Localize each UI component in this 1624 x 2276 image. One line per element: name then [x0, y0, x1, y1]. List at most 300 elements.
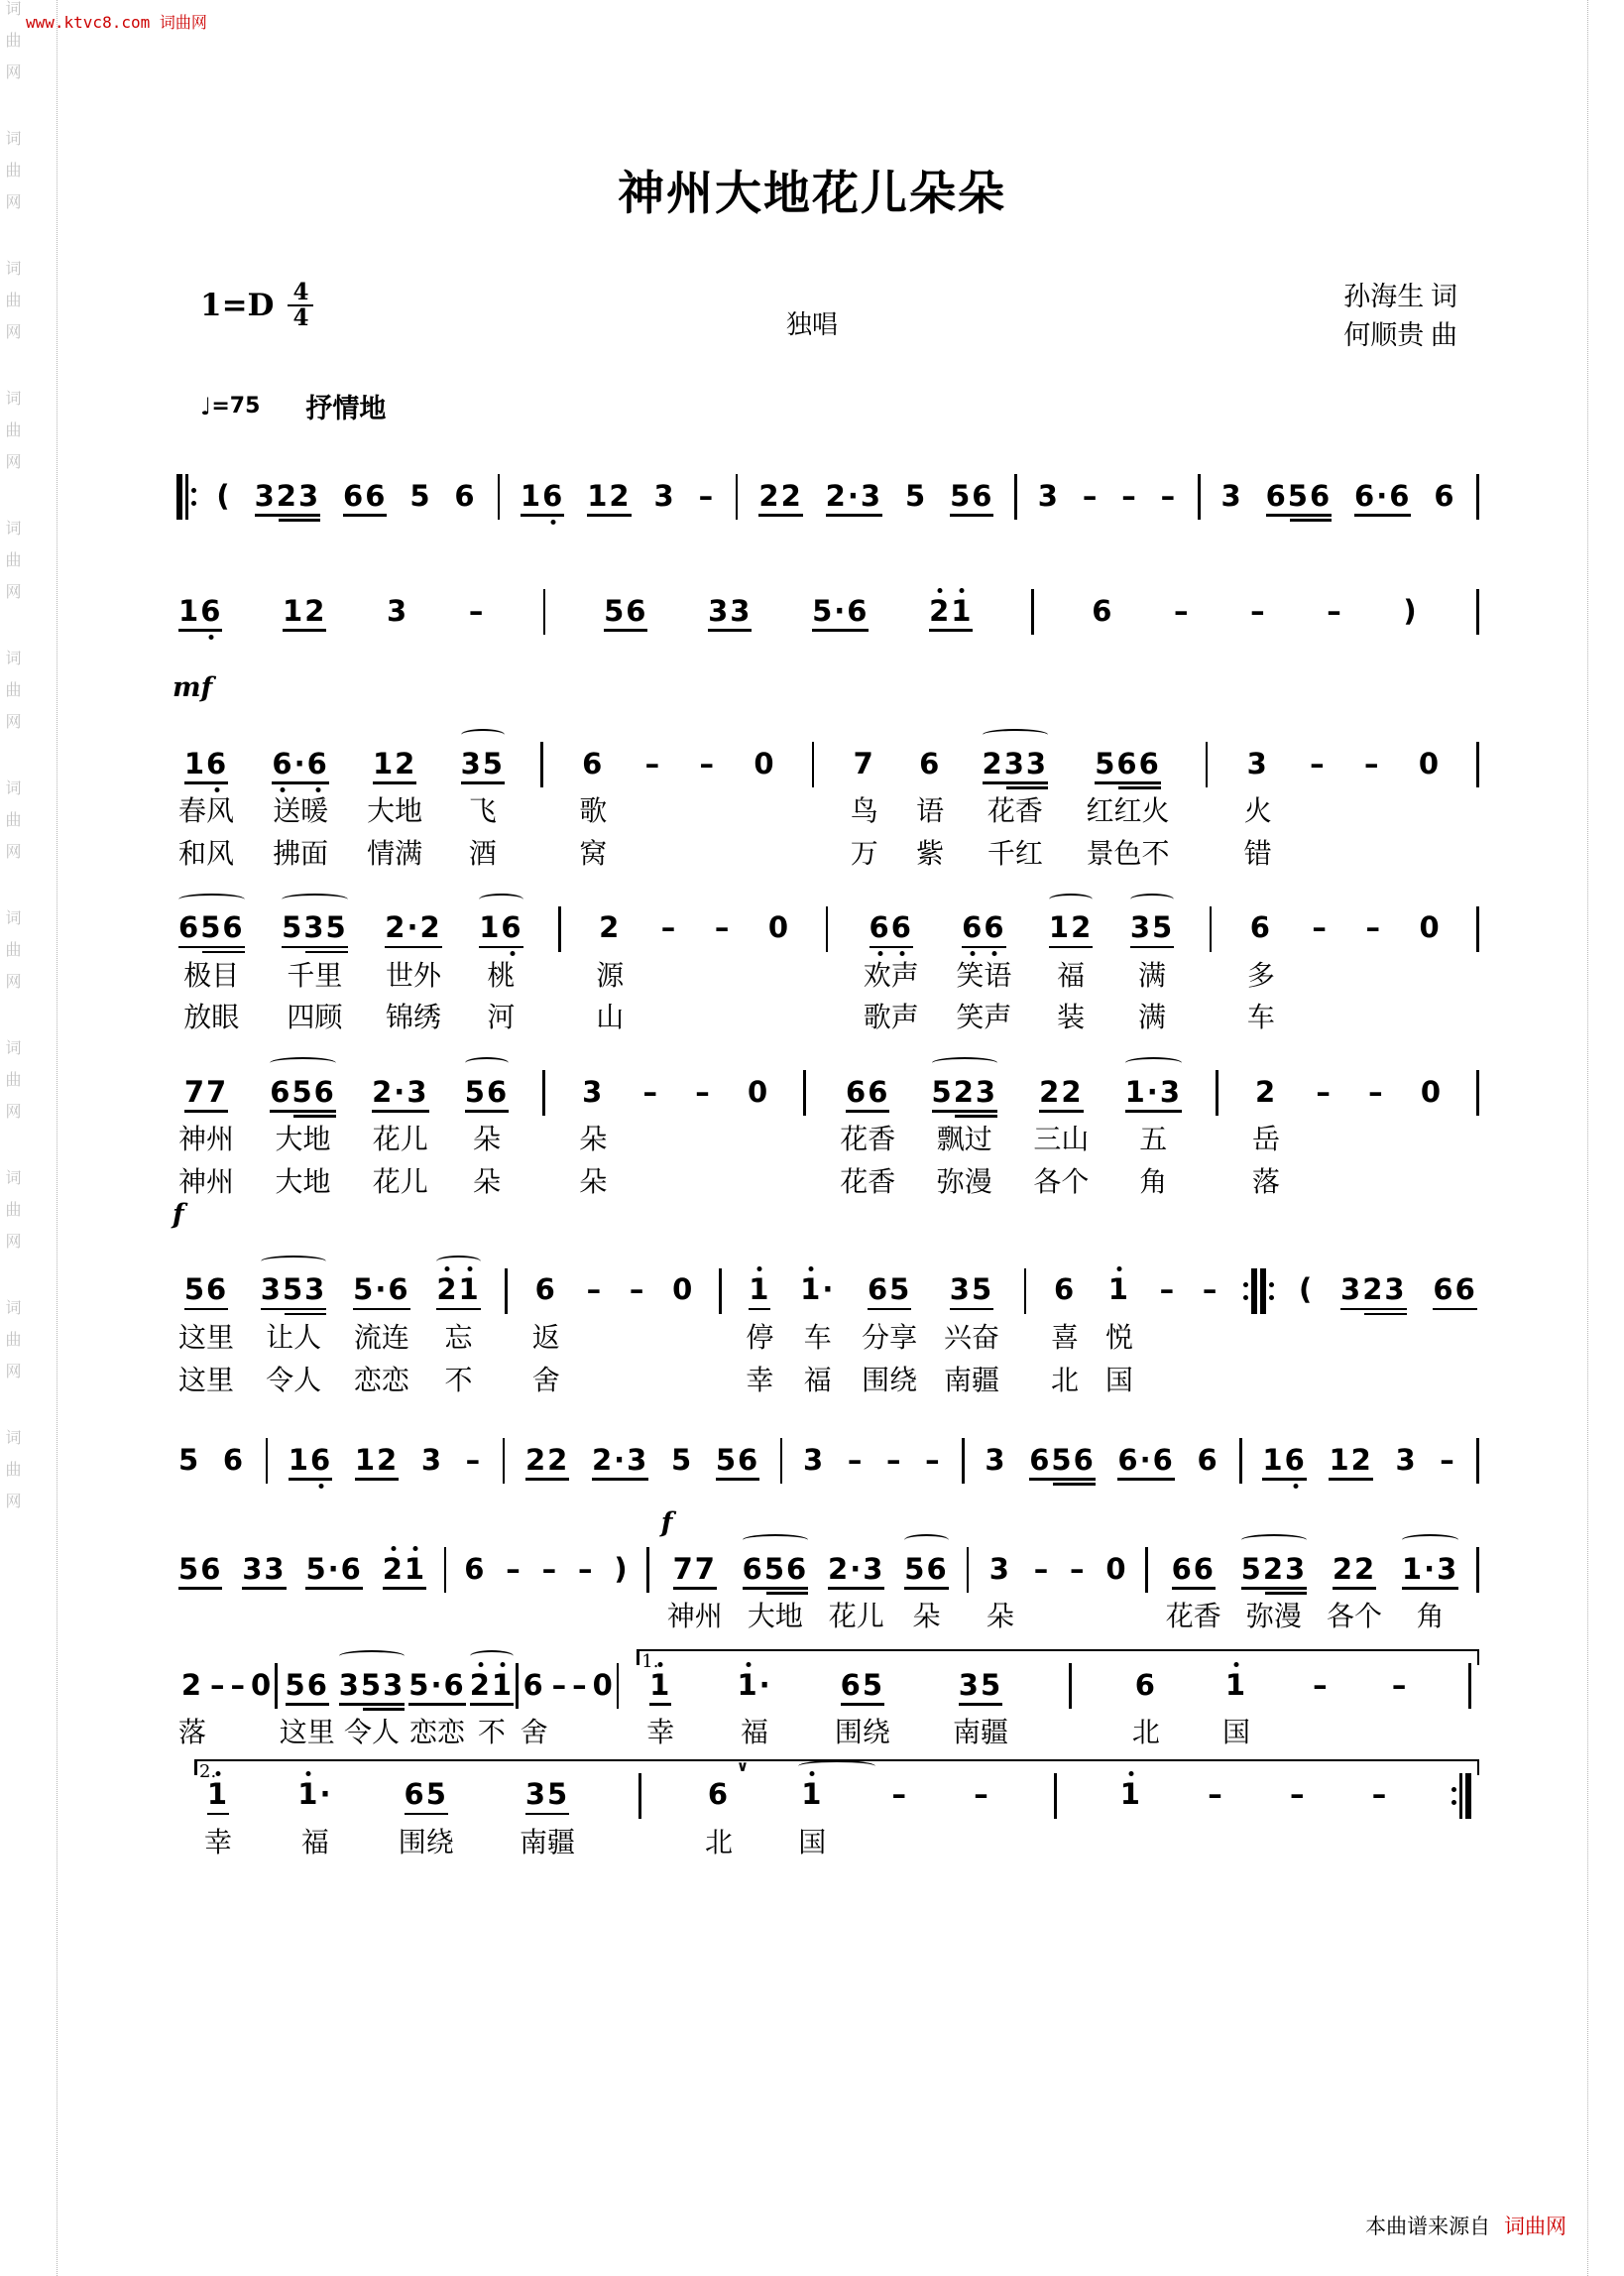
- note-cell: [594, 906, 626, 1035]
- lyric-syllable-verse1: 围绕: [398, 1827, 454, 1858]
- note-digits: [464, 1551, 487, 1586]
- note-char: 5: [671, 1442, 694, 1477]
- note-cell: [1417, 742, 1443, 785]
- barline: [962, 1438, 965, 1484]
- note-row: [803, 1438, 825, 1482]
- note-cell: [467, 589, 488, 633]
- note-row: [1029, 1438, 1096, 1482]
- note-cell: [927, 589, 975, 633]
- note-row: [454, 474, 476, 518]
- note-row: [929, 589, 973, 633]
- repeat-dots: [1269, 1268, 1274, 1314]
- note-char: 5: [360, 1667, 384, 1702]
- note-digits: [867, 1272, 912, 1307]
- note-char: 6: [1053, 1272, 1077, 1307]
- note-char: ·: [327, 1551, 341, 1586]
- note-cell: [337, 1663, 407, 1749]
- lyricist: 孙海生 词: [1343, 282, 1457, 311]
- note-digits: [846, 1074, 890, 1109]
- barline: [1476, 589, 1479, 635]
- note-row: [1054, 1268, 1076, 1312]
- barline: [498, 474, 501, 520]
- note-row: [272, 742, 328, 785]
- note-char: 1: [458, 1272, 481, 1307]
- note-char: 6: [272, 746, 294, 780]
- note-cell: [278, 1663, 337, 1749]
- note-digits: [985, 1442, 1007, 1477]
- note-row: [525, 1438, 569, 1482]
- lyric-syllable-verse2: 紫: [916, 838, 945, 870]
- note-char: 6: [840, 1667, 863, 1702]
- note-row: [289, 1438, 332, 1482]
- note-char: 2: [609, 478, 632, 513]
- note-digits: [1053, 1272, 1077, 1307]
- note-digits: [285, 1667, 329, 1702]
- note-digits: [931, 1074, 998, 1109]
- note-char: –: [1121, 478, 1138, 513]
- note-digits: [469, 1667, 515, 1702]
- note-row: [1316, 1070, 1333, 1114]
- note-char: 2: [1350, 1442, 1373, 1477]
- note-row: [892, 1773, 909, 1817]
- barline: [503, 1438, 506, 1484]
- note-digits: [216, 478, 232, 513]
- note-char: 2: [304, 593, 327, 628]
- note-digits: [591, 1442, 649, 1477]
- note-cell: [1314, 1070, 1334, 1114]
- note-char: ·: [1376, 478, 1390, 513]
- note-char: 6: [582, 746, 605, 780]
- note-cell: [1081, 474, 1102, 518]
- lyric-syllable-verse2: 笑声: [956, 1003, 1012, 1034]
- notation-symbol: [612, 1547, 631, 1591]
- barline: [1210, 906, 1213, 952]
- lyric-syllable-verse2: 窝: [579, 838, 608, 870]
- note-digits: [891, 1777, 909, 1812]
- note-cell: [644, 1663, 676, 1749]
- note-cell: [810, 589, 870, 633]
- note-char: 3: [1395, 1442, 1418, 1477]
- note-cell: [972, 1773, 992, 1817]
- note-row: [758, 474, 802, 518]
- note-row: [261, 1268, 327, 1312]
- note-cell: [1206, 1773, 1226, 1817]
- lyric-syllable-verse1: 飘过: [936, 1125, 992, 1156]
- note-row: [251, 1663, 273, 1707]
- note-digits: [1440, 1442, 1456, 1477]
- note-cell: [459, 742, 507, 871]
- note-cell: [643, 742, 664, 785]
- lyric-syllable-verse1: 笑语: [956, 960, 1012, 992]
- note-char: 1: [801, 1777, 824, 1812]
- lyric-syllable-verse2: 不: [444, 1365, 473, 1396]
- note-digits: [582, 746, 605, 780]
- note-cell: [550, 1663, 571, 1707]
- note-digits: [524, 1442, 570, 1477]
- note-cell: [1325, 589, 1345, 633]
- note-char: ·: [319, 1777, 333, 1812]
- note-row: [305, 1547, 362, 1591]
- note-row: [578, 1547, 595, 1591]
- lyric-syllable-verse1: 恋恋: [408, 1718, 465, 1749]
- note-char: 6: [501, 910, 523, 945]
- note-digits: [404, 1777, 448, 1812]
- note-cell: [1032, 1547, 1053, 1591]
- note-digits: [1312, 910, 1329, 945]
- lyric-syllable-verse1: 世外: [385, 960, 441, 992]
- note-digits: [847, 1442, 865, 1477]
- note-char: ·: [614, 1442, 628, 1477]
- note-char: –: [586, 1272, 604, 1307]
- note-cell: [1036, 474, 1062, 518]
- note-digits: [671, 1442, 694, 1477]
- note-row: [673, 1547, 717, 1591]
- note-row: [1121, 474, 1138, 518]
- note-cell: [385, 589, 410, 633]
- music-system-8: [176, 1507, 1479, 1633]
- source-note: [1365, 2211, 1566, 2240]
- note-char: 1: [479, 910, 502, 945]
- note-cell: [1352, 474, 1413, 518]
- note-digits: [460, 746, 505, 780]
- note-cell: [1310, 906, 1331, 950]
- note-char: –: [1365, 910, 1382, 945]
- barline: [558, 906, 561, 952]
- note-char: 5: [812, 593, 835, 628]
- note-char: –: [572, 1667, 589, 1702]
- note-row: [848, 1438, 865, 1482]
- note-row: [178, 1438, 200, 1482]
- lyric-syllable-verse1: 朵: [912, 1602, 941, 1633]
- note-char: 5: [904, 478, 928, 513]
- note-cell: [504, 1547, 524, 1591]
- note-char: –: [695, 1074, 712, 1109]
- note-row: [582, 742, 604, 785]
- lyric-syllable-verse1: 北: [1131, 1718, 1160, 1749]
- note-row: [828, 1547, 884, 1591]
- note-char: 0: [1105, 1551, 1128, 1586]
- note-char: (: [216, 478, 232, 513]
- note-digits: [586, 1272, 604, 1307]
- lyric-syllable-verse1: 飞: [468, 796, 497, 827]
- note-cell: [540, 1547, 561, 1591]
- note-digits: [644, 746, 662, 780]
- note-cell: [1419, 1070, 1445, 1114]
- note-char: 5: [464, 1074, 487, 1109]
- note-row: [1120, 1773, 1142, 1817]
- note-cell: [752, 742, 777, 785]
- note-row: [1172, 1547, 1216, 1591]
- note-cell: [176, 1663, 208, 1749]
- note-row: [1197, 1438, 1218, 1482]
- note-row: [184, 1070, 228, 1114]
- system-cells: [176, 1438, 1479, 1484]
- note-row: [178, 589, 222, 633]
- note-cell: [477, 906, 524, 1035]
- barline: [1476, 1547, 1479, 1593]
- note-row: [826, 474, 882, 518]
- note-char: 6: [1197, 1442, 1219, 1477]
- lyric-syllable-verse2: 恋恋: [353, 1365, 409, 1396]
- lyric-syllable-verse1: 花儿: [828, 1602, 884, 1633]
- note-char: ·: [394, 1074, 407, 1109]
- note-cell: [1431, 1268, 1478, 1312]
- note-char: 3: [730, 593, 753, 628]
- note-digits: [885, 1442, 903, 1477]
- note-digits: [695, 1074, 712, 1109]
- note-row: [1420, 906, 1442, 950]
- note-char: –: [1070, 1551, 1087, 1586]
- note-char: 5: [604, 593, 627, 628]
- lyric-syllable-verse1: 三山: [1033, 1125, 1090, 1156]
- note-row: [184, 742, 228, 785]
- note-char: ·: [822, 1272, 836, 1307]
- note-char: 1: [649, 1667, 672, 1702]
- repeat-dots: [1243, 1268, 1248, 1314]
- barline: [1239, 1438, 1242, 1484]
- repeat-end-sign: [1451, 1773, 1471, 1819]
- breath-mark: ∨: [736, 1756, 750, 1775]
- slur-arc: [282, 894, 348, 905]
- note-char: 3: [1129, 910, 1153, 945]
- note-cell: [669, 1438, 695, 1482]
- lyric-syllable-verse2: 车: [1246, 1003, 1275, 1034]
- note-cell: [801, 1438, 827, 1482]
- barline: [736, 474, 739, 520]
- note-cell: [703, 1756, 750, 1859]
- note-cell: [862, 906, 921, 1035]
- note-row: [521, 474, 564, 518]
- note-digits: [982, 746, 1049, 780]
- note-cell: [1118, 1773, 1144, 1817]
- note-char: 0: [1419, 910, 1442, 945]
- note-digits: [1265, 478, 1333, 513]
- note-char: 6: [534, 1272, 557, 1307]
- note-char: 6: [984, 910, 1006, 945]
- note-char: 3: [242, 1551, 265, 1586]
- note-cell: [1047, 906, 1095, 1035]
- note-cell: [281, 589, 328, 633]
- note-char: –: [1391, 1667, 1409, 1702]
- note-char: 6: [867, 1272, 890, 1307]
- note-row: [1354, 474, 1411, 518]
- note-row: [353, 1268, 409, 1312]
- note-row: [1365, 906, 1382, 950]
- system-cells: [176, 1070, 1479, 1199]
- note-cell: [951, 1663, 1010, 1749]
- note-cell: [176, 1547, 224, 1591]
- note-row: [653, 474, 675, 518]
- note-digits: [409, 478, 432, 513]
- note-row: [695, 1070, 712, 1114]
- note-char: 3: [383, 1667, 406, 1702]
- note-row: [985, 1438, 1006, 1482]
- note-digits: [919, 746, 942, 780]
- note-char: 3: [863, 1551, 885, 1586]
- note-char: –: [1082, 478, 1100, 513]
- dynamic-marking: f: [660, 1507, 673, 1539]
- note-cell: [735, 1663, 773, 1749]
- note-row: [587, 474, 631, 518]
- lyric-syllable-verse2: 景色不: [1086, 838, 1170, 870]
- slur-arc: [1402, 1534, 1458, 1546]
- note-digits: [1313, 1667, 1330, 1702]
- note-row: [1262, 1438, 1306, 1482]
- note-char: 5: [889, 1272, 912, 1307]
- note-row: [223, 1438, 245, 1482]
- lyric-syllable-verse2: 舍: [531, 1365, 560, 1396]
- note-digits: [1159, 1272, 1177, 1307]
- source-site-link[interactable]: 词曲网: [1504, 2216, 1566, 2238]
- note-digits: [698, 478, 716, 513]
- repeat-dots: [191, 474, 196, 520]
- barline: [646, 1547, 649, 1593]
- note-digits: [742, 1551, 809, 1586]
- note-cell: [253, 474, 323, 518]
- dynamic-marking: f: [173, 1198, 184, 1230]
- note-char: 6: [1152, 1442, 1175, 1477]
- note-char: 3: [303, 910, 326, 945]
- note-char: –: [1371, 1777, 1389, 1812]
- barline: [719, 1268, 722, 1314]
- lyric-syllable-verse1: 欢声: [863, 960, 919, 992]
- note-digits: [1418, 746, 1442, 780]
- note-digits: [1048, 910, 1094, 945]
- dot: [1269, 1282, 1274, 1287]
- note-char: 5: [178, 1551, 201, 1586]
- note-char: –: [541, 1551, 559, 1586]
- note-row: [1421, 1070, 1443, 1114]
- note-char: 5: [408, 1667, 431, 1702]
- note-row: [1220, 474, 1242, 518]
- note-char: 1: [800, 1272, 823, 1307]
- lyric-syllable-verse2: 各个: [1033, 1166, 1090, 1198]
- note-digits: [1329, 1442, 1373, 1477]
- note-char: ·: [293, 746, 307, 780]
- note-row: [1364, 742, 1381, 785]
- note-cell: [1159, 474, 1180, 518]
- slur-arc: [461, 729, 505, 741]
- lyric-syllable-verse1: 兴奋: [943, 1322, 999, 1354]
- note-char: 5: [282, 910, 304, 945]
- lyric-syllable-verse1: 这里: [178, 1322, 235, 1354]
- note-char: 5: [178, 1442, 201, 1477]
- note-char: 6: [742, 1551, 764, 1586]
- note-char: 3: [387, 593, 409, 628]
- note-char: 1: [1329, 1442, 1351, 1477]
- note-char: ): [614, 1551, 630, 1586]
- note-row: [1039, 1070, 1083, 1114]
- note-row: [1160, 1268, 1177, 1312]
- note-char: 1: [297, 1777, 320, 1812]
- credits: [1343, 278, 1457, 355]
- note-char: 6: [200, 1551, 223, 1586]
- note-cell: [381, 1547, 428, 1591]
- note-char: 3: [802, 1442, 826, 1477]
- note-row: [1395, 1438, 1417, 1482]
- note-row: [642, 1070, 659, 1114]
- barline: [444, 1547, 447, 1593]
- note-char: 6: [626, 593, 648, 628]
- note-digits: [707, 1777, 731, 1812]
- note-cell: [585, 474, 633, 518]
- note-row: [1434, 474, 1455, 518]
- note-char: 5: [282, 1272, 305, 1307]
- note-char: 2: [395, 746, 417, 780]
- note-char: 0: [251, 1667, 274, 1702]
- note-char: 2: [828, 1551, 851, 1586]
- note-cell: [746, 1070, 771, 1114]
- note-row: [436, 1268, 480, 1312]
- note-char: 7: [206, 1074, 229, 1109]
- note-cell: [1245, 906, 1277, 1035]
- note-char: 6: [222, 910, 245, 945]
- lyric-syllable-verse2: 酒: [468, 838, 497, 870]
- note-digits: [758, 478, 803, 513]
- note-char: 6: [919, 746, 942, 780]
- note-digits: [1197, 1442, 1219, 1477]
- note-digits: [454, 478, 477, 513]
- note-row: [421, 1438, 443, 1482]
- note-digits: [230, 1667, 248, 1702]
- note-char: 3: [860, 478, 883, 513]
- lyric-syllable-verse2: 北: [1051, 1365, 1080, 1396]
- note-row: [989, 1547, 1011, 1591]
- note-digits: [260, 1272, 327, 1307]
- note-row: [962, 906, 1005, 950]
- note-row: [1440, 1438, 1456, 1482]
- barline: [1468, 1663, 1471, 1709]
- note-char: 6: [309, 1442, 333, 1477]
- lyric-syllable-verse1: 歌: [579, 796, 608, 827]
- note-char: 6: [1193, 1551, 1216, 1586]
- note-char: 1: [1124, 1074, 1147, 1109]
- thick-barline: [1251, 1268, 1257, 1314]
- note-digits: [853, 746, 875, 780]
- note-cell: [1115, 1438, 1176, 1482]
- note-row: [1034, 1547, 1051, 1591]
- note-digits: [1310, 746, 1327, 780]
- note-row: [768, 906, 790, 950]
- note-char: –: [629, 1272, 646, 1307]
- note-cell: [741, 1547, 811, 1633]
- note-char: 5: [904, 1551, 927, 1586]
- note-cell: [1201, 1268, 1221, 1312]
- note-row: [1241, 1547, 1308, 1591]
- composer: 何顺贵 曲: [1343, 320, 1457, 351]
- note-row: [1083, 474, 1100, 518]
- note-digits: [387, 593, 409, 628]
- note-cell: [240, 1547, 288, 1591]
- note-digits: [297, 1777, 333, 1812]
- note-cell: [176, 589, 224, 633]
- note-char: –: [891, 1777, 909, 1812]
- note-row: [749, 1268, 770, 1312]
- note-char: 6: [1029, 1442, 1052, 1477]
- lyric-syllable-verse1: 流连: [353, 1322, 409, 1354]
- barline: [1031, 589, 1034, 635]
- lyric-syllable-verse1: 各个: [1327, 1602, 1383, 1633]
- barline: [1014, 474, 1017, 520]
- note-digits: [206, 1777, 230, 1812]
- note-char: 5: [200, 910, 223, 945]
- note-digits: [587, 478, 632, 513]
- lyric-syllable-verse1: 停: [746, 1322, 774, 1354]
- note-char: 6: [890, 910, 913, 945]
- note-digits: [1208, 1777, 1224, 1812]
- note-cell: [890, 1773, 911, 1817]
- note-digits: [1262, 1442, 1307, 1477]
